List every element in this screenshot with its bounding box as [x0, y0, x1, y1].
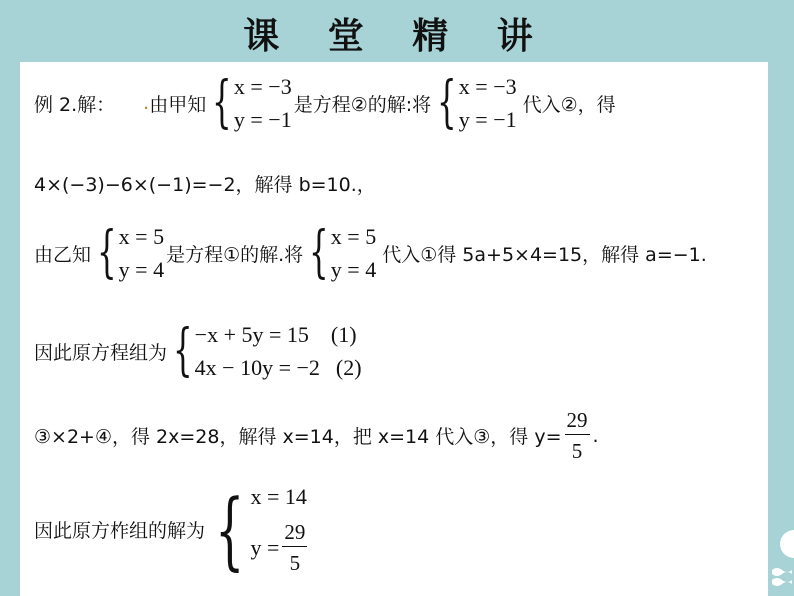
text-is-solution-2: 是方程②的解:将	[293, 93, 432, 116]
header-bar	[0, 0, 794, 62]
eq-x: x = 5	[118, 224, 165, 249]
final-solution-system	[207, 480, 310, 579]
calc-x-y: ③×2+④，得 2x=28，解得 x=14，把 x=14 代入③，得 y=	[34, 426, 562, 448]
equation-1-number: (1)	[330, 322, 357, 347]
solution-line-5	[34, 408, 599, 463]
system-jia-solution	[208, 70, 291, 136]
text-final-solution: 因此原方柞组的解为	[34, 520, 206, 542]
equation-2-number: (2)	[335, 355, 362, 380]
system-yi-solution	[93, 220, 164, 286]
left-brace: {	[212, 70, 232, 135]
eq-y: y = −1	[458, 107, 517, 132]
solution-line-4	[34, 318, 364, 384]
eq-x: x = −3	[458, 74, 517, 99]
stray-dot: .	[143, 92, 150, 114]
eq-y: y = 4	[330, 257, 377, 282]
text-substitute-2: 代入②，得	[522, 93, 616, 116]
text-from-yi: 由乙知	[34, 243, 92, 266]
eq-y: y = −1	[233, 107, 292, 132]
period: .	[592, 424, 599, 447]
eq-y: y = 4	[118, 257, 165, 282]
example-label: 例 2.解：	[34, 93, 116, 116]
final-x: x = 14	[250, 484, 307, 509]
left-brace: {	[437, 70, 457, 135]
calc-a: 代入①得 5a+5×4=15，解得 a=−1.	[382, 243, 707, 266]
left-brace: {	[309, 220, 329, 285]
fraction-numerator: 29	[282, 520, 307, 547]
wave-decoration	[772, 522, 794, 596]
fraction-numerator: 29	[565, 408, 590, 435]
system-jia-substitute	[433, 70, 516, 136]
left-brace: {	[215, 480, 245, 579]
equation-1: −x + 5y = 15 (1)	[194, 322, 357, 347]
page-title: 课 堂 精 讲	[243, 15, 551, 57]
fraction-y	[282, 520, 307, 575]
text-original-system: 因此原方程组为	[34, 341, 168, 364]
eq-x: x = 5	[330, 224, 377, 249]
solution-line-2	[34, 170, 376, 197]
text-is-solution-1: 是方程①的解.将	[166, 243, 304, 266]
left-brace: {	[173, 318, 193, 383]
left-brace: {	[97, 220, 117, 285]
calc-b: 4×(−3)−6×(−1)=−2，解得 b=10.，	[34, 174, 376, 196]
eq-x: x = −3	[233, 74, 292, 99]
fraction-denominator: 5	[571, 439, 583, 463]
system-yi-substitute	[305, 220, 376, 286]
solution-line-6	[34, 480, 312, 579]
solution-line-1	[34, 70, 616, 136]
equation-2: 4x − 10y = −2 (2)	[194, 355, 362, 380]
fraction-denominator: 5	[289, 551, 301, 575]
content-panel	[20, 62, 768, 596]
final-y: y = $\frac{29}{5}$	[250, 520, 306, 575]
solution-line-3	[34, 220, 707, 286]
fraction-y	[565, 408, 590, 463]
original-system	[169, 318, 362, 384]
text-from-jia: 由甲知	[149, 93, 207, 116]
